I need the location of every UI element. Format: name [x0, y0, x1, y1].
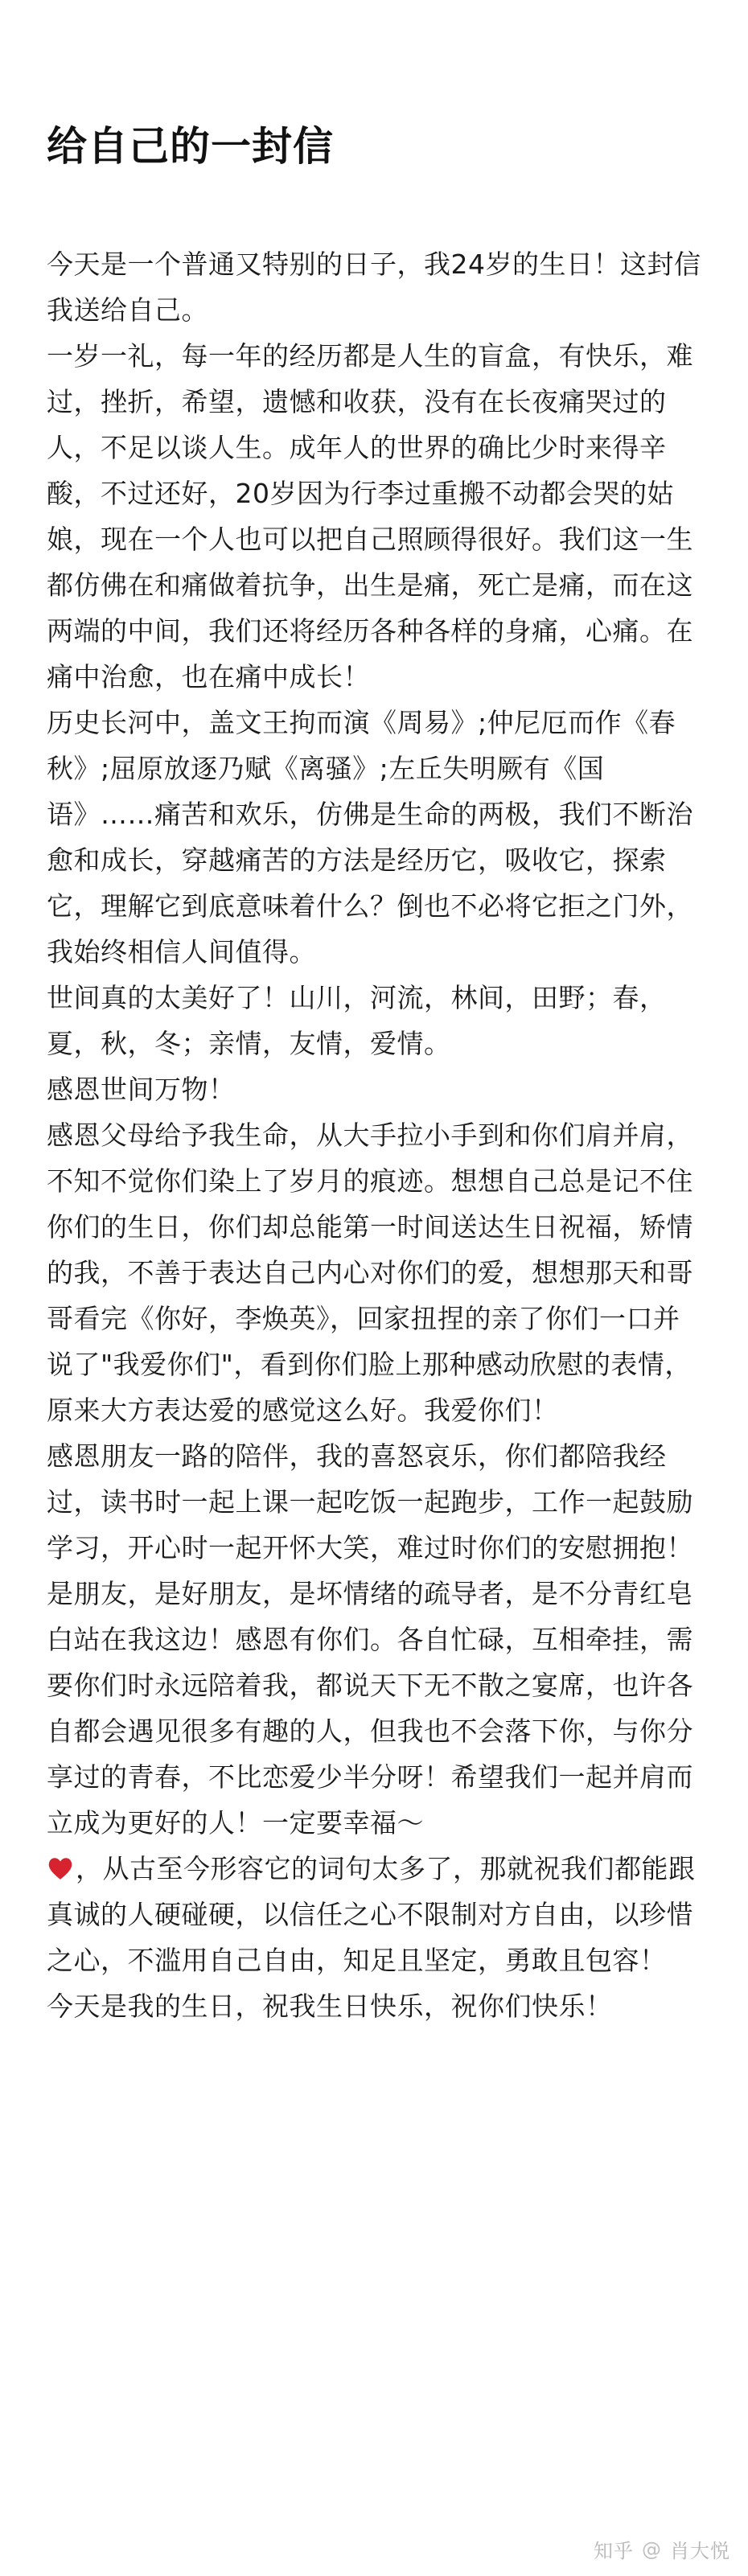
paragraph-love: [47, 1846, 701, 1983]
watermark-author: 肖大悦: [670, 2540, 730, 2562]
zhihu-watermark: [594, 2535, 730, 2563]
paragraph-world-beauty: 世间真的太美好了！山川，河流，林间，田野；春，夏，秋，冬；亲情，友情，爱情。: [47, 982, 667, 1059]
paragraph-history: 历史长河中，盖文王拘而演《周易》;仲尼厄而作《春秋》;屈原放逐乃赋《离骚》;左丘失明厥有《国语》……痛苦和欢乐，仿佛是生命的两极，我们不断治愈和成长，穿越痛苦的方法是经历它，吸收它，探索它，理解它到底意味着什么？倒也不必将它拒之门外，我始终相信人间值得。: [47, 707, 693, 968]
paragraph-closing: 今天是我的生日，祝我生日快乐，祝你们快乐！: [47, 1991, 613, 2022]
watermark-separator: @: [642, 2537, 662, 2561]
page-title: 给自己的一封信: [47, 123, 334, 170]
paragraph-love-text: ，从古至今形容它的词句太多了，那就祝我们都能跟真诚的人硬碰硬，以信任之心不限制对方自由，以珍惜之心，不滥用自己自由，知足且坚定，勇敢且包容！: [47, 1853, 696, 1976]
paragraph-friends: 感恩朋友一路的陪伴，我的喜怒哀乐，你们都陪我经过，读书时一起上课一起吃饭一起跑步，工作一起鼓励学习，开心时一起开怀大笑，难过时你们的安慰拥抱！是朋友，是好朋友，是坏情绪的疏导者，是不分青红皂白站在我这边！感恩有你们。各自忙碌，互相牵挂，需要你们时永远陪着我，都说天下无不散之宴席，也许各自都会遇见很多有趣的人，但我也不会落下你，与你分享过的青春，不比恋爱少半分呀！希望我们一起并肩而立成为更好的人！一定要幸福～: [47, 1440, 693, 1839]
heart-icon: [47, 1855, 74, 1882]
paragraph-parents: 感恩父母给予我生命，从大手拉小手到和你们肩并肩，不知不觉你们染上了岁月的痕迹。想想自己总是记不住你们的生日，你们却总能第一时间送达生日祝福，矫情的我，不善于表达自己内心对你们的爱，想想那天和哥哥看完《你好，李焕英》，回家扭捏的亲了你们一口并说了"我爱你们"，看到你们脸上那种感动欣慰的表情，原来大方表达爱的感觉这么好。我爱你们！: [47, 1120, 693, 1426]
watermark-site: 知乎: [594, 2540, 634, 2562]
paragraph-birthday-intro: 今天是一个普通又特别的日子，我24岁的生日！这封信我送给自己。: [47, 249, 701, 326]
paragraph-gratitude: 感恩世间万物！: [47, 1074, 236, 1105]
paragraph-life-pain: 一岁一礼，每一年的经历都是人生的盲盒，有快乐，难过，挫折，希望，遗憾和收获，没有在长夜痛哭过的人，不足以谈人生。成年人的世界的确比少时来得辛酸，不过还好，20岁因为行李过重搬不动都会哭的姑娘，现在一个人也可以把自己照顾得很好。我们这一生都仿佛在和痛做着抗争，出生是痛，死亡是痛，而在这两端的中间，我们还将经历各种各样的身痛，心痛。在痛中治愈，也在痛中成长！: [47, 340, 693, 692]
